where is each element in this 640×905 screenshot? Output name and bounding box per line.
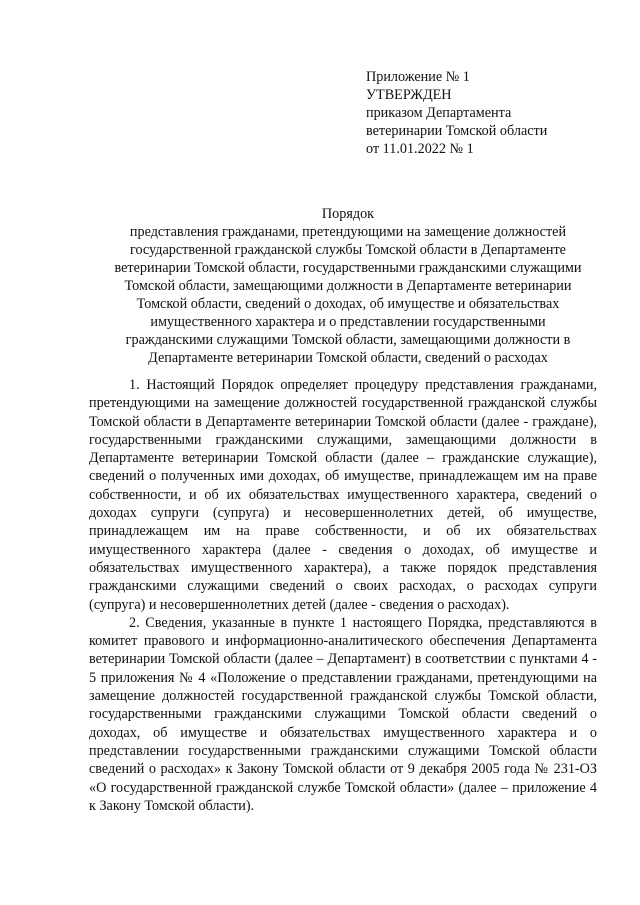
order-date-line: от 11.01.2022 № 1	[366, 141, 474, 157]
department-line: ветеринарии Томской области	[366, 123, 548, 139]
document-body	[89, 376, 597, 815]
title-heading: Порядок	[321, 206, 375, 222]
appendix-number: Приложение № 1	[366, 69, 470, 85]
document-title	[108, 205, 588, 367]
approval-stamp	[366, 68, 616, 158]
approved-by-line: приказом Департамента	[366, 105, 512, 121]
title-subtitle: представления гражданами, претендующими на замещение должностей государственной гражданской службы Томской области в Департаменте ветеринарии Томской области, государственными гражданскими служащими Томской области, замещающими должности в Департаменте ветеринарии Томской области, сведений о доходах, об имуществе и обязательствах имущественного характера и о представлении государственными гражданскими служащими Томской области, замещающими должности в Департаменте ветеринарии Томской области, сведений о расходах	[114, 224, 582, 366]
paragraph-1: 1. Настоящий Порядок определяет процедуру представления гражданами, претендующими на замещение должностей государственной гражданской службы Томской области в Департаменте ветеринарии Томской области (далее - граждане), государственными гражданскими служащими, замещающими должности в Департаменте ветеринарии Томской области (далее – гражданские служащие), сведений о полученных ими доходах, об имуществе, принадлежащем им на праве собственности, и об их обязательствах имущественного характера, сведений о доходах супруги (супруга) и несовершеннолетних детей, об имуществе, принадлежащем им на праве собственности, и об их обязательствах имущественного характера (далее - сведения о доходах, об имуществе и обязательствах имущественного характера), а также порядок представления гражданскими служащими сведений о своих расходах, о расходах супруги (супруга) и несовершеннолетних детей (далее - сведения о расходах).	[89, 377, 597, 613]
approved-label: УТВЕРЖДЕН	[366, 87, 452, 103]
paragraph-2: 2. Сведения, указанные в пункте 1 настоящего Порядка, представляются в комитет правового и информационно-аналитического обеспечения Департамента ветеринарии Томской области (далее – Департамент) в соответствии с пунктами 4 - 5 приложения № 4 «Положение о представлении гражданами, претендующими на замещение должностей государственной гражданской службы Томской области, государственными гражданскими служащими Томской области сведений о доходах, об имуществе и обязательствах имущественного характера и о представлении государственными гражданскими служащими Томской области сведений о расходах» к Закону Томской области от 9 декабря 2005 года № 231-ОЗ «О государственной гражданской службе Томской области» (далее – приложение 4 к Закону Томской области).	[89, 614, 597, 814]
